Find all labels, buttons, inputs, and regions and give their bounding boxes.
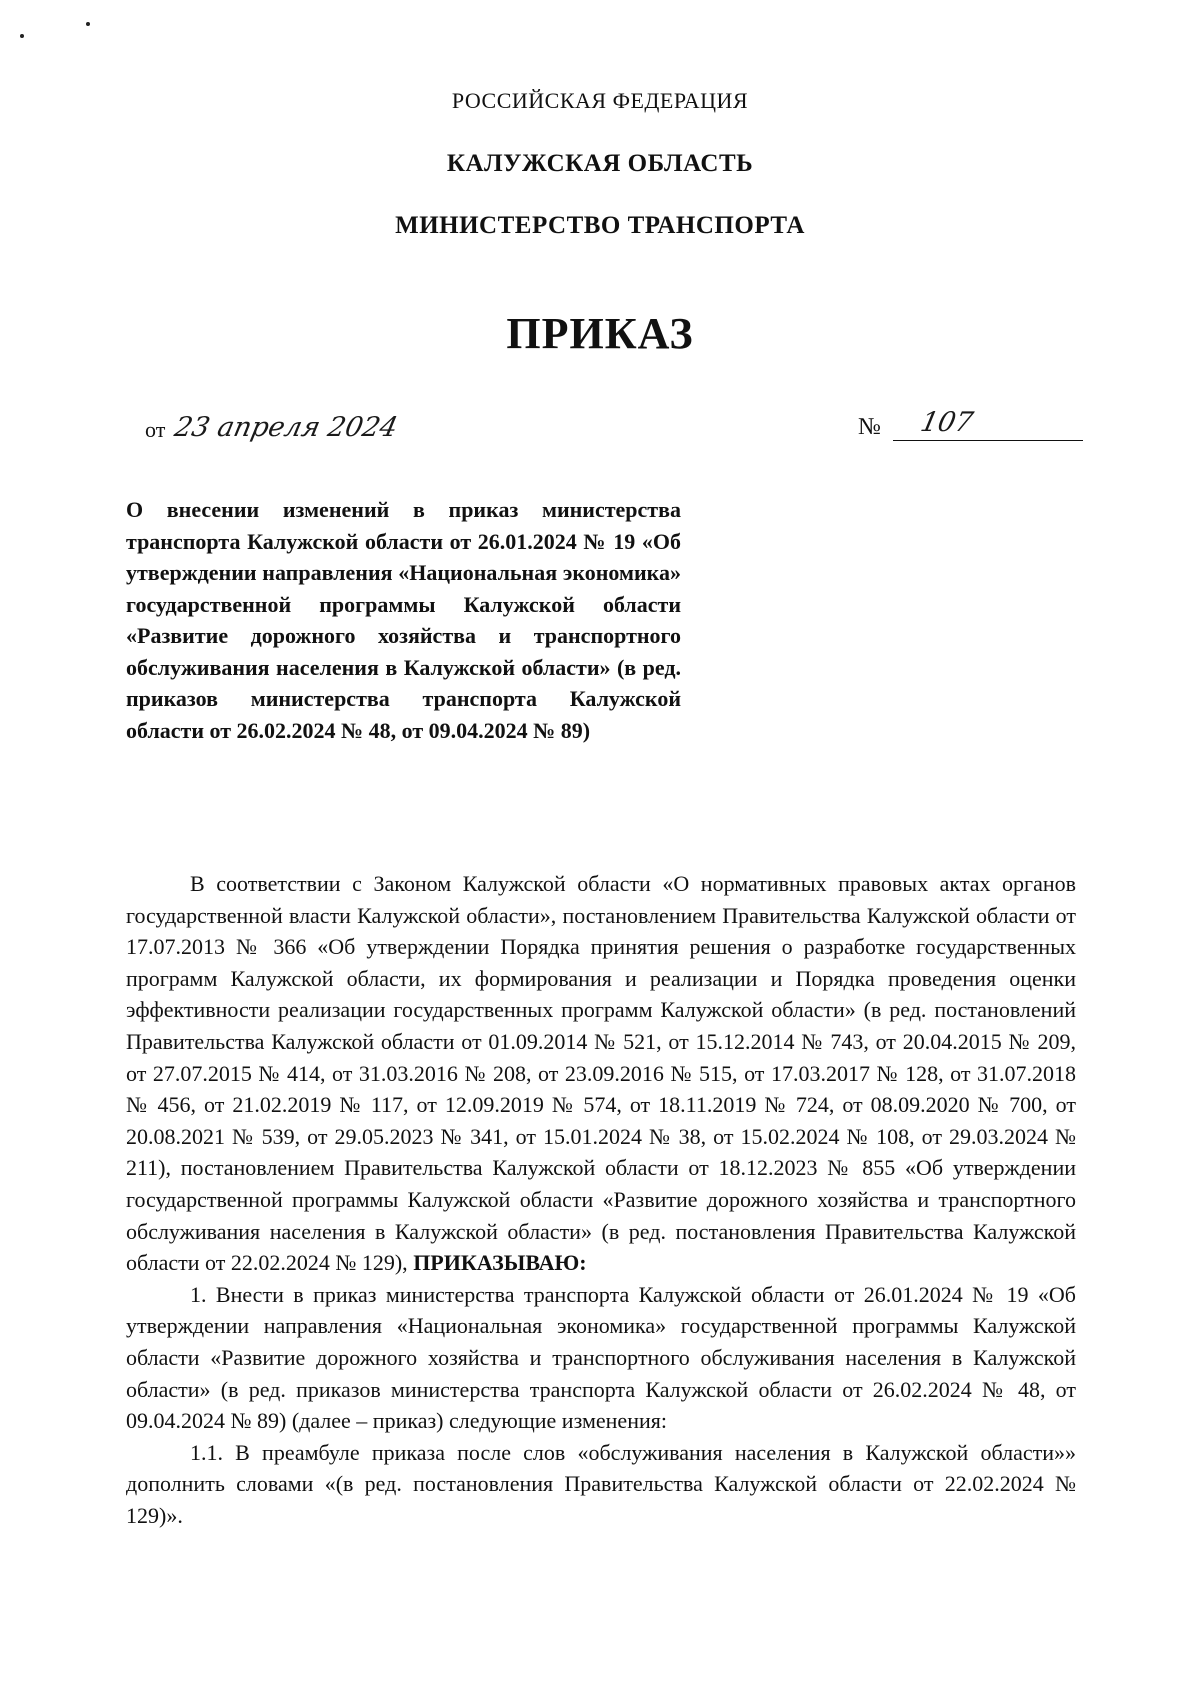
item-1-paragraph: 1. Внести в приказ министерства транспорта Калужской области от 26.01.2024 № 19 «Об утверждении направления «Национальная экономика» государственной программы Калужской области «Развитие дорожного хозяйства и транспортного обслуживания населения в Калужской области» (в ред. приказов министерства транспорта Калужской области от 26.02.2024 № 48, от 09.04.2024 № 89) (далее – приказ) следующие изменения: [126,1281,1076,1434]
order-directive: ПРИКАЗЫВАЮ: [413,1250,587,1276]
number-underline [893,407,1083,441]
scan-speck [20,34,24,38]
header-country: РОССИЙСКАЯ ФЕДЕРАЦИЯ [451,88,749,113]
date-field [145,412,401,443]
document-title: ПРИКАЗ [506,309,694,358]
handwritten-number: 107 [917,407,976,438]
order-body [126,868,1076,1531]
scan-speck [86,22,90,26]
date-prefix: от [145,417,166,442]
preamble-text: В соответствии с Законом Калужской области «О нормативных правовых актах органов государственной власти Калужской области», постановлением Правительства Калужской области от 17.07.2013 № 366 «Об утверждении Порядка принятия решения о разработке государственных программ Калужской области, их формирования и реализации и Порядка проведения оценки эффективности реализации государственных программ Калужской области» (в ред. постановлений Правительства Калужской области от 01.09.2014 № 521, от 15.12.2014 № 743, от 20.04.2015 № 209, от 27.07.2015 № 414, от 31.03.2016 № 208, от 23.09.2016 № 515, от 17.03.2017 № 128, от 31.07.2018 № 456, от 21.02.2019 № 117, от 12.09.2019 № 574, от 18.11.2019 № 724, от 08.09.2020 № 700, от 20.08.2021 № 539, от 29.05.2023 № 341, от 15.01.2024 № 38, от 15.02.2024 № 108, от 29.03.2024 № 211), постановлением Правительства Калужской области от 18.12.2023 № 855 «Об утверждении государственной программы Калужской области «Развитие дорожного хозяйства и транспортного обслуживания населения в Калужской области» (в ред. постановления Правительства Калужской области от 22.02.2024 № 129), [126,871,1076,1276]
number-prefix: № [858,414,881,440]
number-field [858,407,1083,441]
preamble-paragraph [126,868,1076,1279]
order-subject: О внесении изменений в приказ министерства транспорта Калужской области от 26.01.2024 № 19 «Об утверждении направления «Национальная экономика» государственной программы Калужской области «Развитие дорожного хозяйства и транспортного обслуживания населения в Калужской области» (в ред. приказов министерства транспорта Калужской области от 26.02.2024 № 48, от 09.04.2024 № 89) [126,497,681,743]
handwritten-date: 23 апреля 2024 [172,412,401,443]
item-1-1-paragraph: 1.1. В преамбуле приказа после слов «обслуживания населения в Калужской области»» дополнить словами «(в ред. постановления Правительства Калужской области от 22.02.2024 № 129)». [126,1439,1076,1528]
header-ministry: МИНИСТЕРСТВО ТРАНСПОРТА [395,212,805,239]
header-region: КАЛУЖСКАЯ ОБЛАСТЬ [446,150,754,177]
